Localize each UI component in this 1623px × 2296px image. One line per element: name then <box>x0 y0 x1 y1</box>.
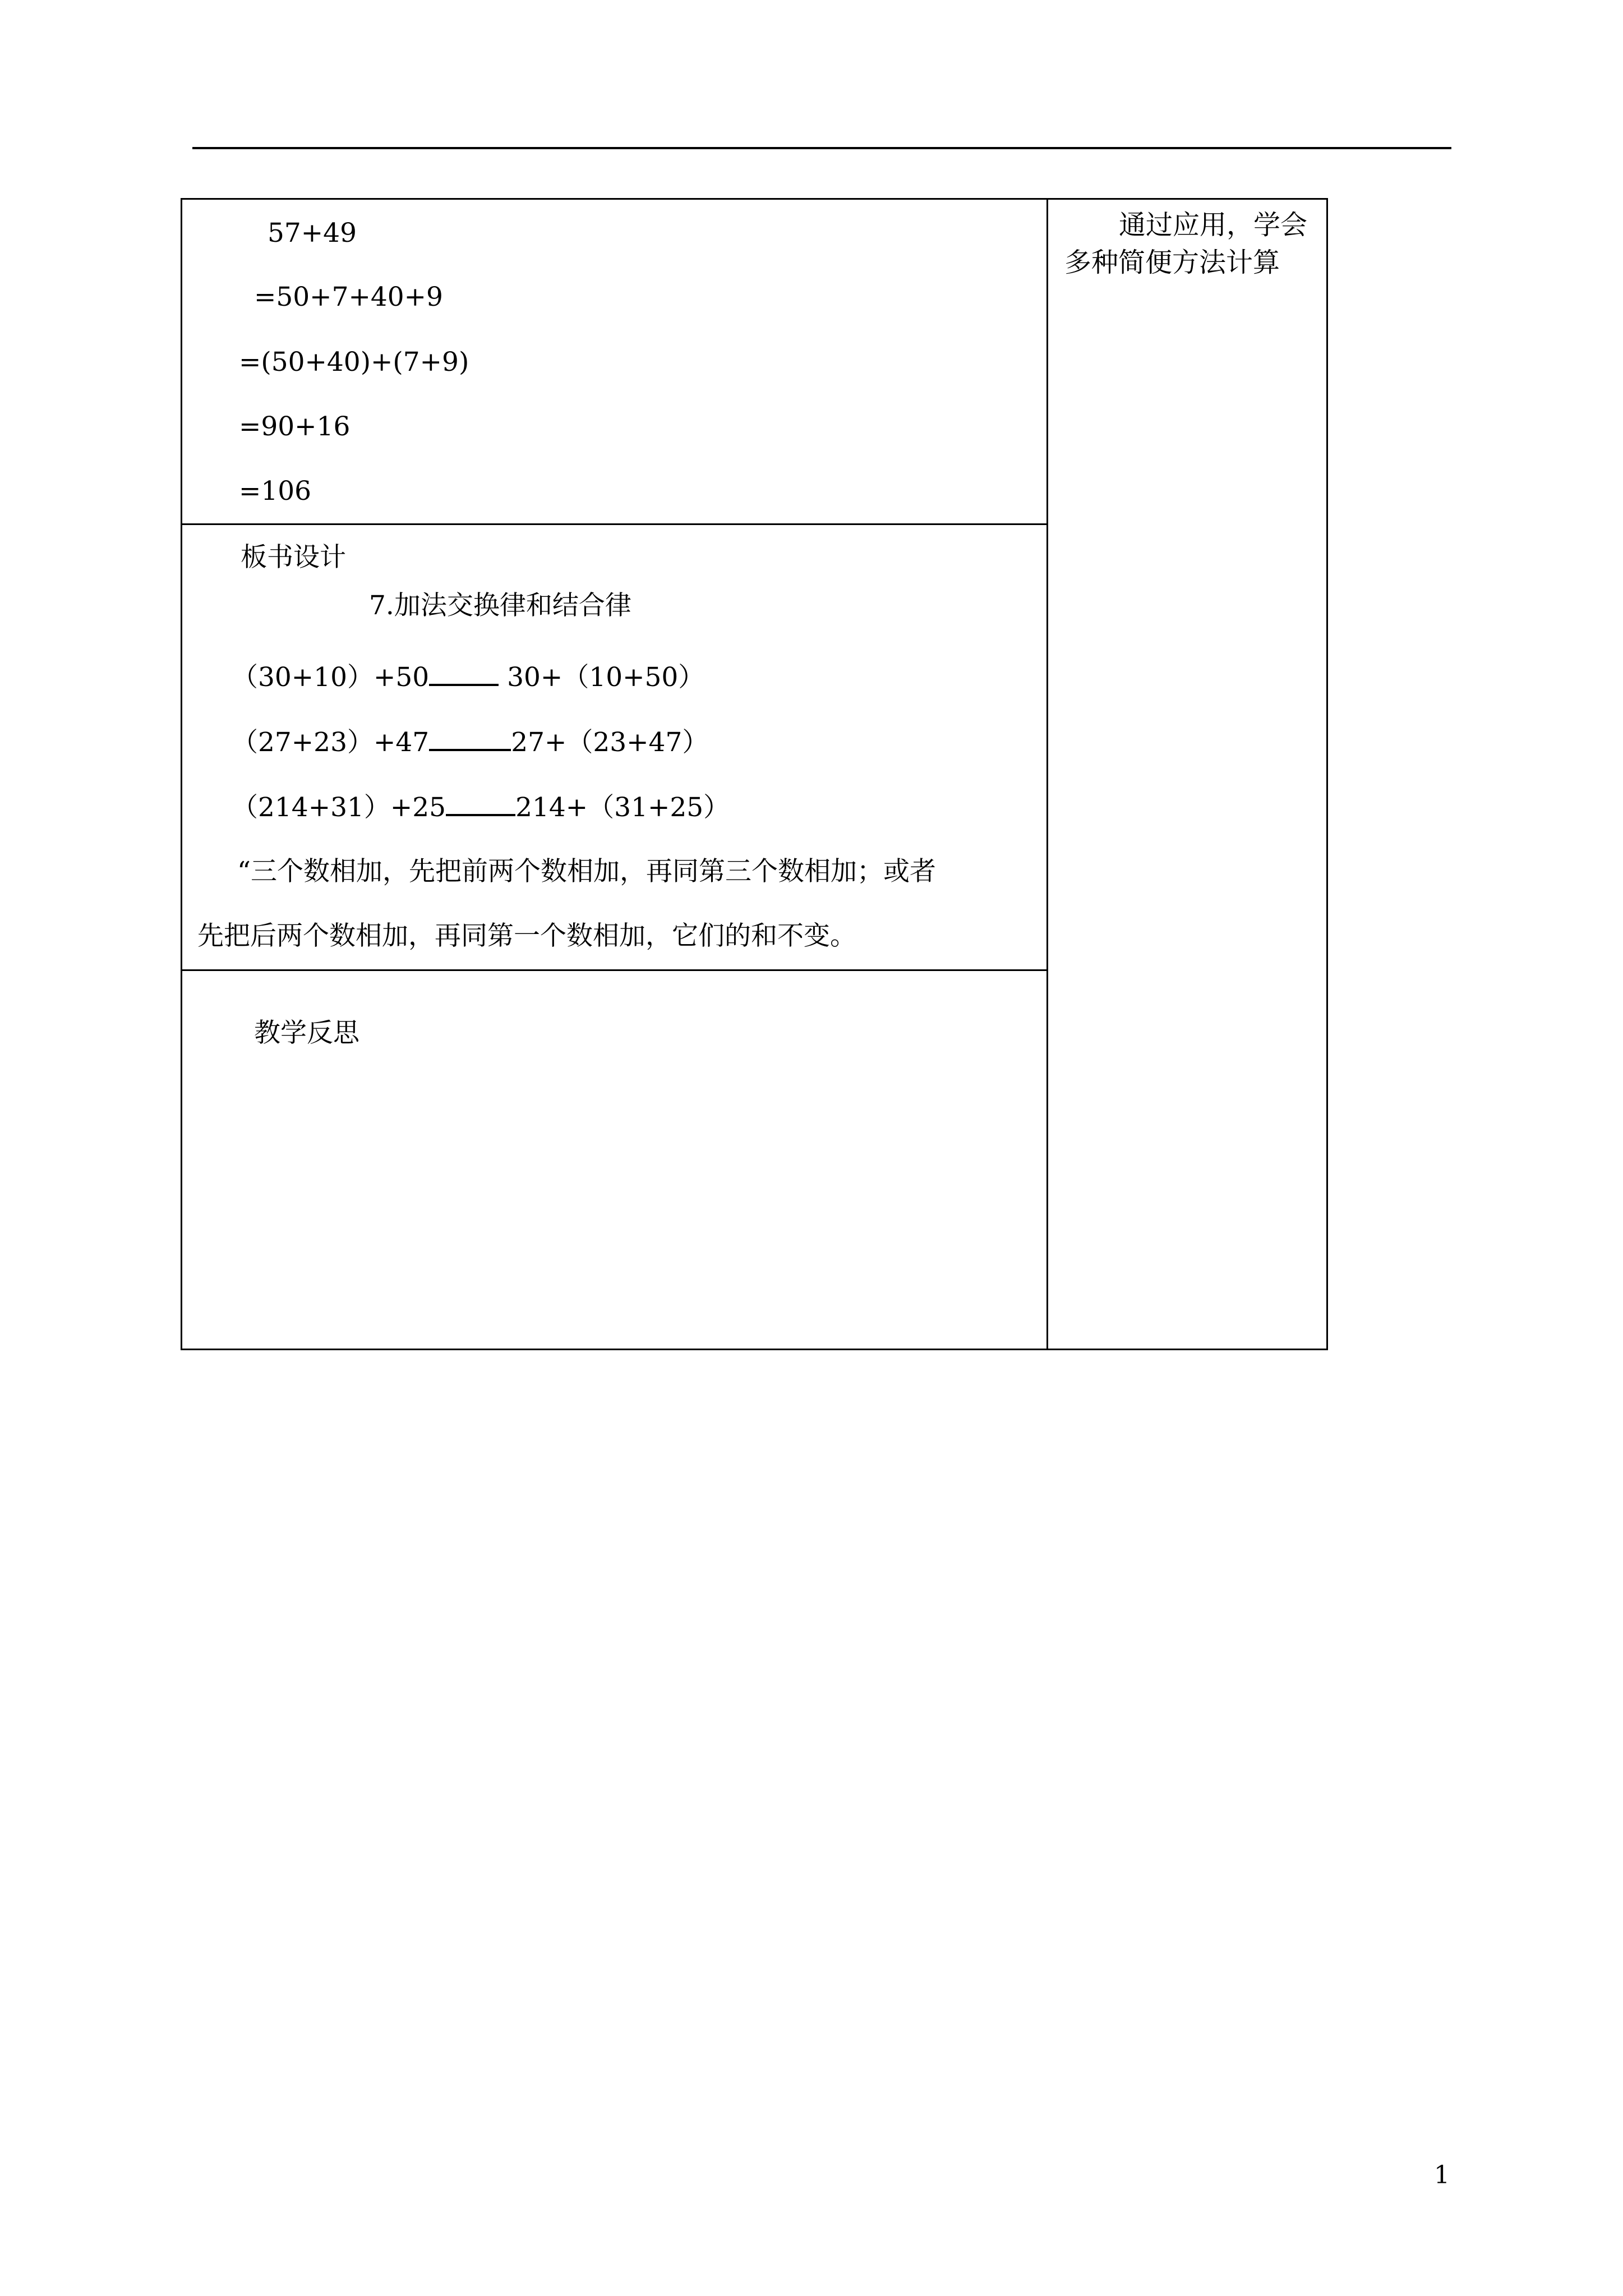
calc-line: =(50+40)+(7+9) <box>239 347 469 378</box>
comparison-row <box>232 662 704 693</box>
comparison-row <box>232 727 708 758</box>
comparison-right: 30+（10+50） <box>499 662 705 693</box>
calc-line: 57+49 <box>268 218 357 249</box>
comparison-left: （214+31）+25 <box>232 792 446 823</box>
rule-text-line: 先把后两个数相加，再同第一个数相加，它们的和不变。 <box>197 921 856 951</box>
blank-line <box>446 793 515 816</box>
board-design-heading: 板书设计 <box>241 542 346 573</box>
comparison-right: 27+（23+47） <box>511 727 709 758</box>
page-number: 1 <box>1434 2161 1450 2189</box>
reflection-heading: 教学反思 <box>254 1018 359 1048</box>
comparison-right: 214+（31+25） <box>515 792 730 823</box>
blank-line <box>429 662 499 686</box>
comparison-left: （30+10）+50 <box>232 662 430 693</box>
row-divider <box>182 523 1048 525</box>
calc-line: =90+16 <box>239 411 351 442</box>
calc-line: =106 <box>239 476 312 507</box>
header-rule <box>192 147 1451 149</box>
comparison-row <box>232 792 730 823</box>
blank-line <box>429 728 511 751</box>
board-design-title: 7.加法交换律和结合律 <box>369 590 631 621</box>
row-divider <box>182 969 1048 971</box>
comparison-left: （27+23）+47 <box>232 727 430 758</box>
column-divider <box>1046 200 1048 1349</box>
goal-note-line: 多种简便方法计算 <box>1064 247 1280 278</box>
lesson-table <box>181 198 1328 1350</box>
rule-text-line: “三个数相加，先把前两个数相加，再同第三个数相加；或者 <box>237 856 937 887</box>
calc-line: =50+7+40+9 <box>254 282 443 312</box>
goal-note-line: 通过应用，学会 <box>1119 209 1308 241</box>
